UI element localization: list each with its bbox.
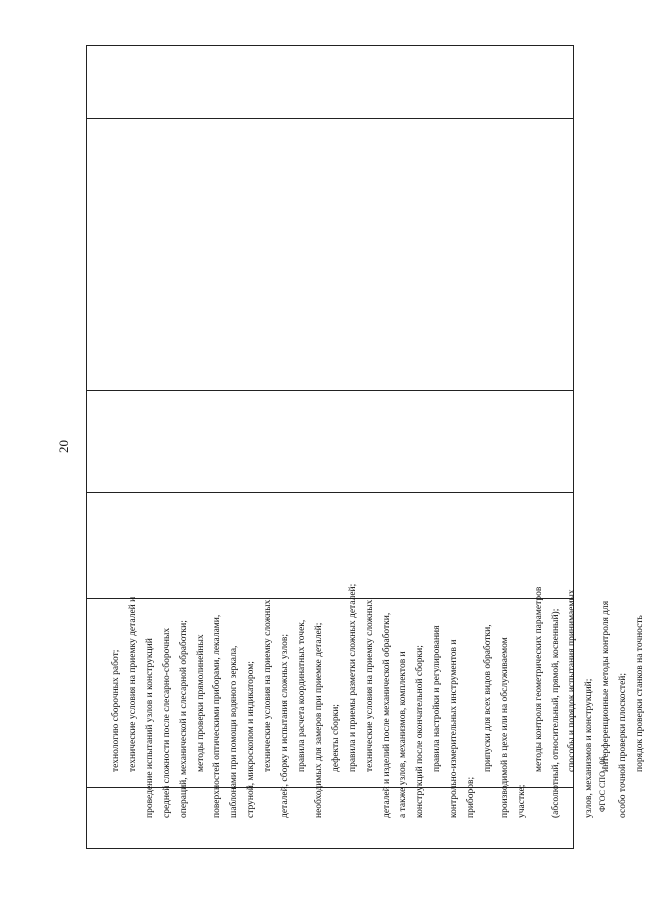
text-line: дефекты сборки; bbox=[330, 704, 341, 772]
text-line: деталей, сборку и испытания сложных узлов; bbox=[280, 633, 291, 818]
text-line: производимой в цехе или на обслуживаемом bbox=[499, 637, 510, 818]
footer-document-code: ФГОС СПО - 06 bbox=[598, 756, 607, 812]
text-line: (абсолютный, относительный, прямой, косвенный); bbox=[550, 608, 561, 818]
text-line: деталей и изделий после механической обработки, bbox=[381, 612, 392, 818]
text-line: технические условия на приемку сложных bbox=[364, 599, 375, 772]
table-row-divider bbox=[86, 492, 574, 493]
text-line: проведение испытаний узлов и конструкций bbox=[144, 638, 155, 818]
text-line: припуски для всех видов обработки, bbox=[482, 624, 493, 772]
text-line: технологию сборочных работ; bbox=[111, 649, 121, 772]
table-row-divider bbox=[86, 390, 574, 391]
text-line: технические условия на приемку деталей и bbox=[127, 596, 138, 772]
text-line: контрольно-измерительных инструментов и bbox=[449, 639, 460, 818]
text-line: поверхностей оптическими приборами, лекалами, bbox=[212, 614, 223, 818]
text-line: приборов; bbox=[466, 776, 477, 818]
page-number: 20 bbox=[56, 440, 71, 453]
text-line: интерференционные методы контроля для bbox=[601, 600, 612, 772]
text-line: порядок проверки станков на точность bbox=[635, 615, 646, 772]
text-line: технические условия на приемку сложных bbox=[263, 599, 274, 772]
text-line: конструкций после окончательной сборки; bbox=[415, 645, 426, 818]
text-line: правила и приемы разметки сложных деталей; bbox=[347, 583, 358, 772]
text-line: участке; bbox=[516, 784, 527, 818]
text-line: методы контроля геометрических параметров bbox=[533, 586, 544, 772]
text-line: а также узлов, механизмов, комплектов и bbox=[398, 651, 409, 818]
text-line: шаблонами при помощи водяного зеркала, bbox=[229, 645, 240, 818]
text-line: методы проверки прямолинейных bbox=[195, 634, 206, 772]
text-line: особо точной проверки плоскостей; bbox=[618, 672, 629, 818]
text-line: необходимых для замеров при приемке деталей; bbox=[313, 622, 324, 818]
text-line: узлов, механизмов и конструкций; bbox=[584, 678, 595, 818]
text-line: способы и порядок испытания принимаемых bbox=[567, 589, 578, 772]
text-line: струной, микроскопом и индикатором; bbox=[246, 661, 257, 818]
text-line: операций, механической и слесарной обработки; bbox=[178, 620, 189, 818]
table-row-divider bbox=[86, 118, 574, 119]
text-line: правила расчета координатных точек, bbox=[296, 619, 307, 772]
text-line: средней сложности после слесарно-сборочных bbox=[161, 627, 172, 818]
text-line: правила настройки и регулирования bbox=[432, 625, 443, 772]
